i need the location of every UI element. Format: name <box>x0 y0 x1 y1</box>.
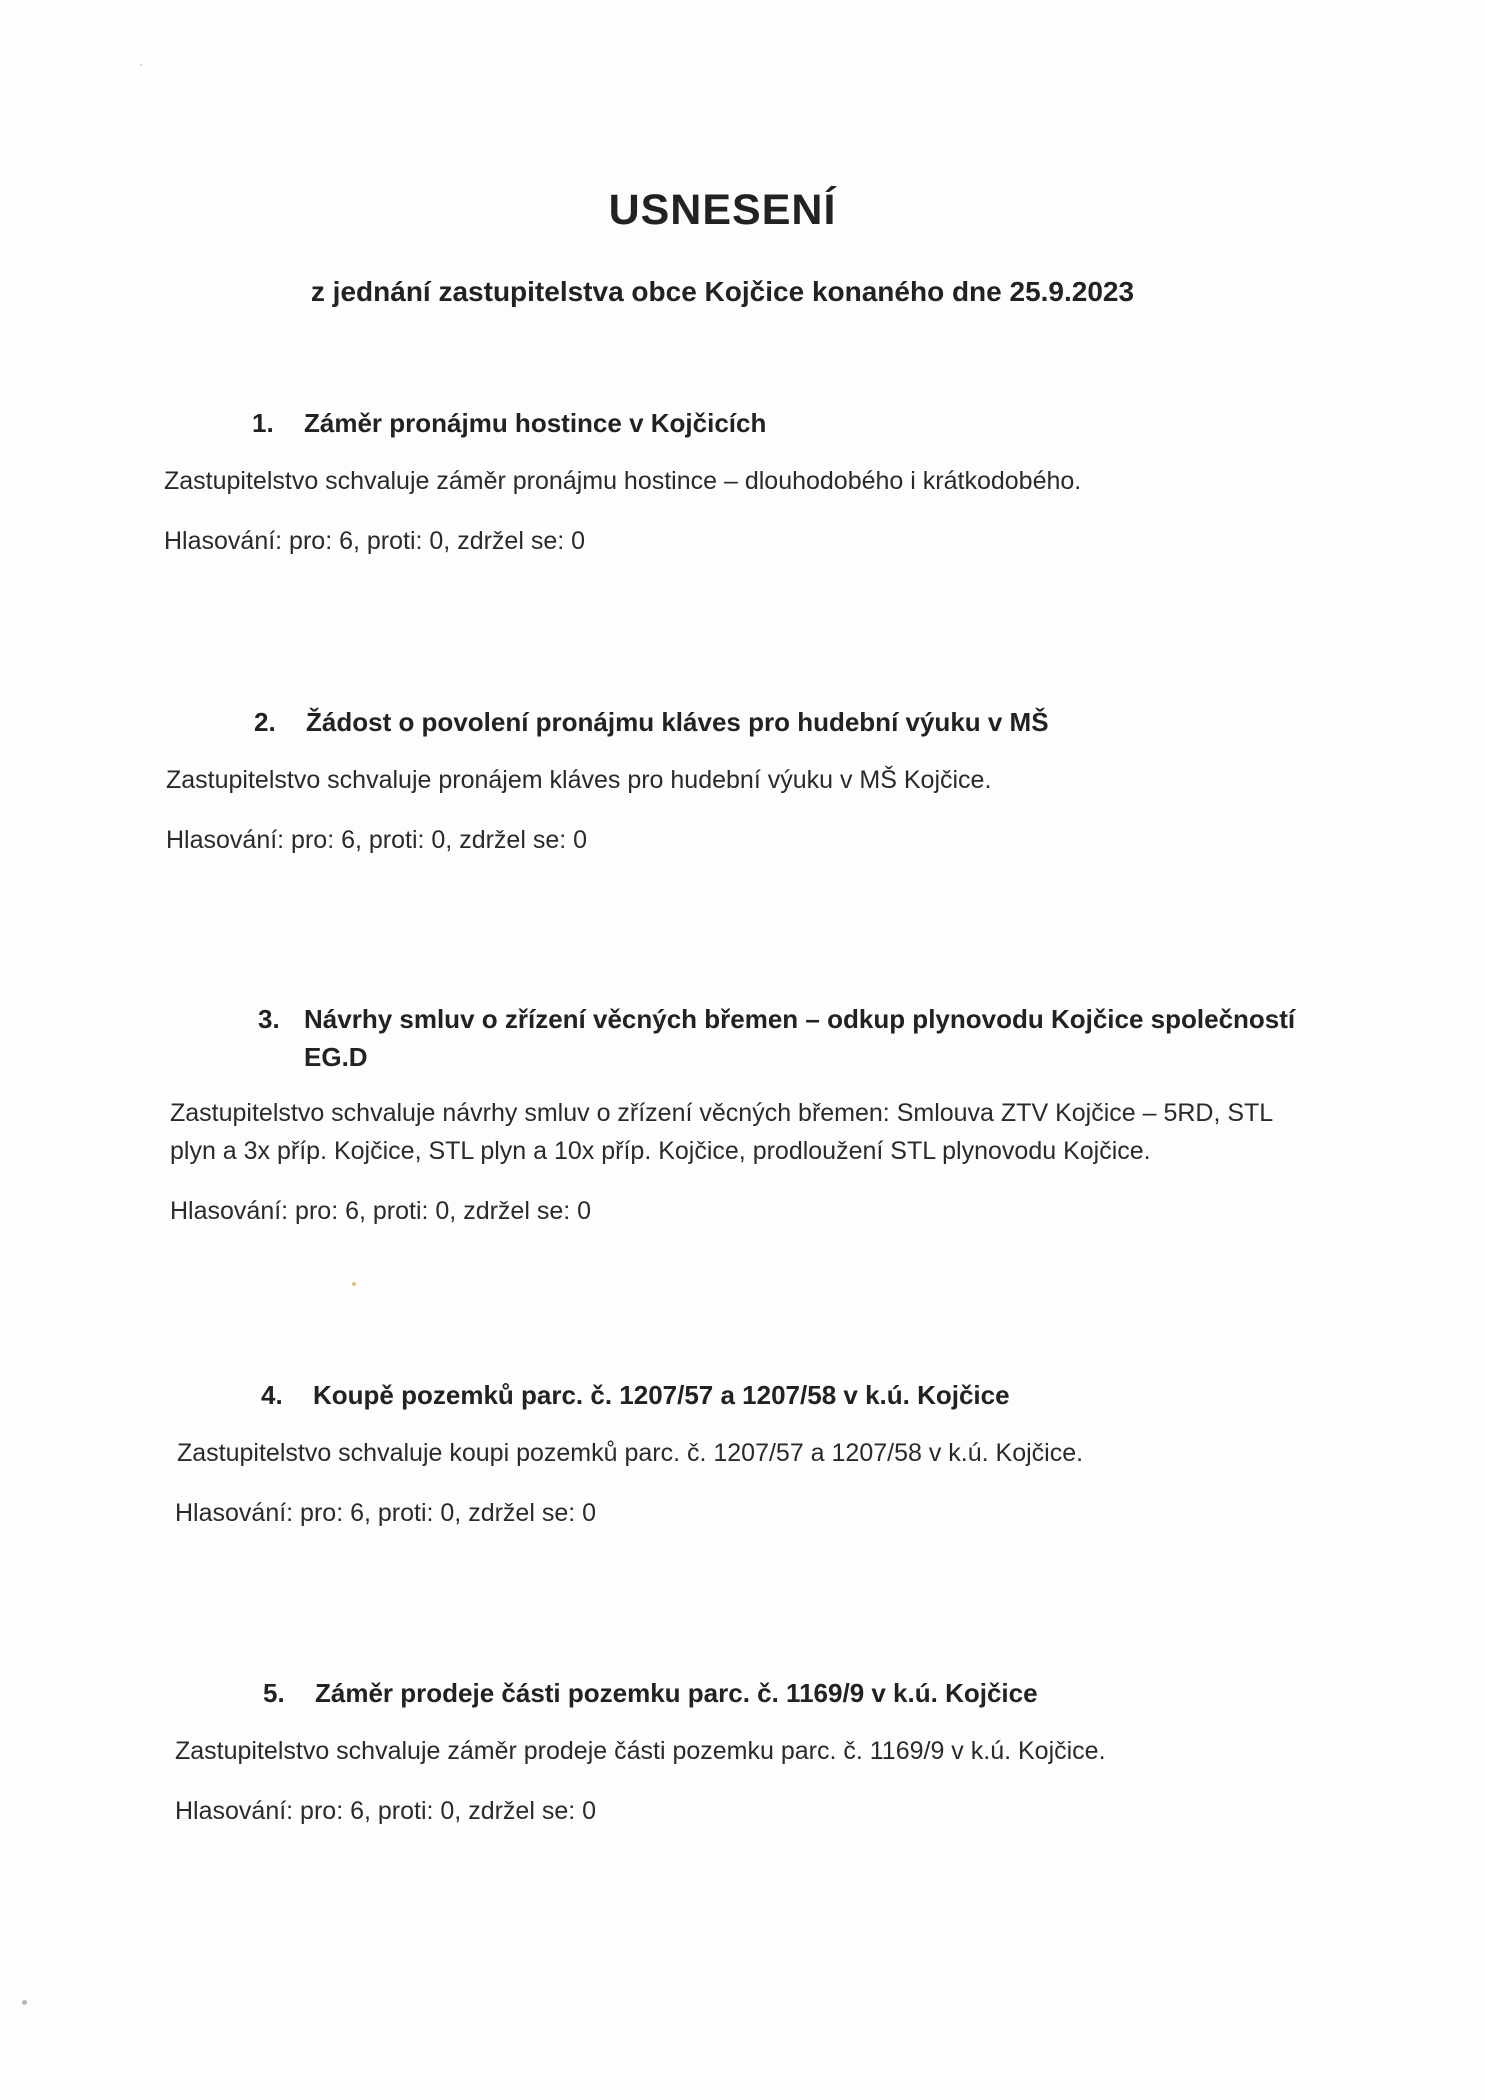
resolution-item <box>164 404 1392 560</box>
resolution-text: Zastupitelstvo schvaluje záměr prodeje části pozemku parc. č. 1169/9 v k.ú. Kojčice. <box>175 1737 1106 1765</box>
resolution-heading <box>263 1674 1403 1712</box>
resolution-title: Záměr prodeje části pozemku parc. č. 1169/9 v k.ú. Kojčice <box>315 1678 1038 1708</box>
resolution-item <box>175 1674 1403 1830</box>
resolution-heading <box>261 1376 1401 1414</box>
resolution-title: Návrhy smluv o zřízení věcných břemen – odkup plynovodu Kojčice společností EG.D <box>304 1004 1296 1072</box>
resolution-title: Záměr pronájmu hostince v Kojčicích <box>304 408 767 438</box>
resolution-heading <box>252 404 1392 442</box>
resolution-vote: Hlasování: pro: 6, proti: 0, zdržel se: 0 <box>164 527 586 555</box>
resolution-heading <box>254 703 1394 741</box>
resolution-vote: Hlasování: pro: 6, proti: 0, zdržel se: 0 <box>166 826 588 854</box>
resolution-text: Zastupitelstvo schvaluje záměr pronájmu hostince – dlouhodobého i krátkodobého. <box>164 467 1082 495</box>
resolution-title: Koupě pozemků parc. č. 1207/57 a 1207/58 v k.ú. Kojčice <box>313 1380 1010 1410</box>
resolution-vote: Hlasování: pro: 6, proti: 0, zdržel se: 0 <box>170 1197 592 1225</box>
resolution-item <box>170 1000 1298 1230</box>
resolution-number: 2. <box>254 707 276 737</box>
scan-speck <box>352 1282 356 1286</box>
resolution-text: Zastupitelstvo schvaluje návrhy smluv o zřízení věcných břemen: Smlouva ZTV Kojčice – 5RD, STL plyn a 3x příp. Kojčice, STL plyn a 10x příp. Kojčice, prodloužení STL plynovodu Kojčice. <box>170 1099 1273 1165</box>
resolution-title: Žádost o povolení pronájmu kláves pro hudební výuku v MŠ <box>306 707 1049 737</box>
resolution-number: 4. <box>261 1380 283 1410</box>
scan-speck <box>140 64 142 66</box>
resolution-text: Zastupitelstvo schvaluje koupi pozemků parc. č. 1207/57 a 1207/58 v k.ú. Kojčice. <box>177 1439 1084 1467</box>
document-title: USNESENÍ <box>608 186 837 234</box>
resolution-item <box>166 703 1394 859</box>
resolution-number: 5. <box>263 1678 285 1708</box>
resolution-vote: Hlasování: pro: 6, proti: 0, zdržel se: 0 <box>175 1499 597 1527</box>
resolution-item <box>175 1376 1401 1532</box>
document-subtitle: z jednání zastupitelstva obce Kojčice konaného dne 25.9.2023 <box>310 276 1135 307</box>
resolution-number: 1. <box>252 408 274 438</box>
scan-speck <box>22 2000 27 2005</box>
resolution-heading <box>258 1000 1298 1076</box>
resolution-text: Zastupitelstvo schvaluje pronájem kláves pro hudební výuku v MŠ Kojčice. <box>166 766 992 794</box>
resolution-vote: Hlasování: pro: 6, proti: 0, zdržel se: 0 <box>175 1797 597 1825</box>
resolution-number: 3. <box>258 1004 280 1034</box>
